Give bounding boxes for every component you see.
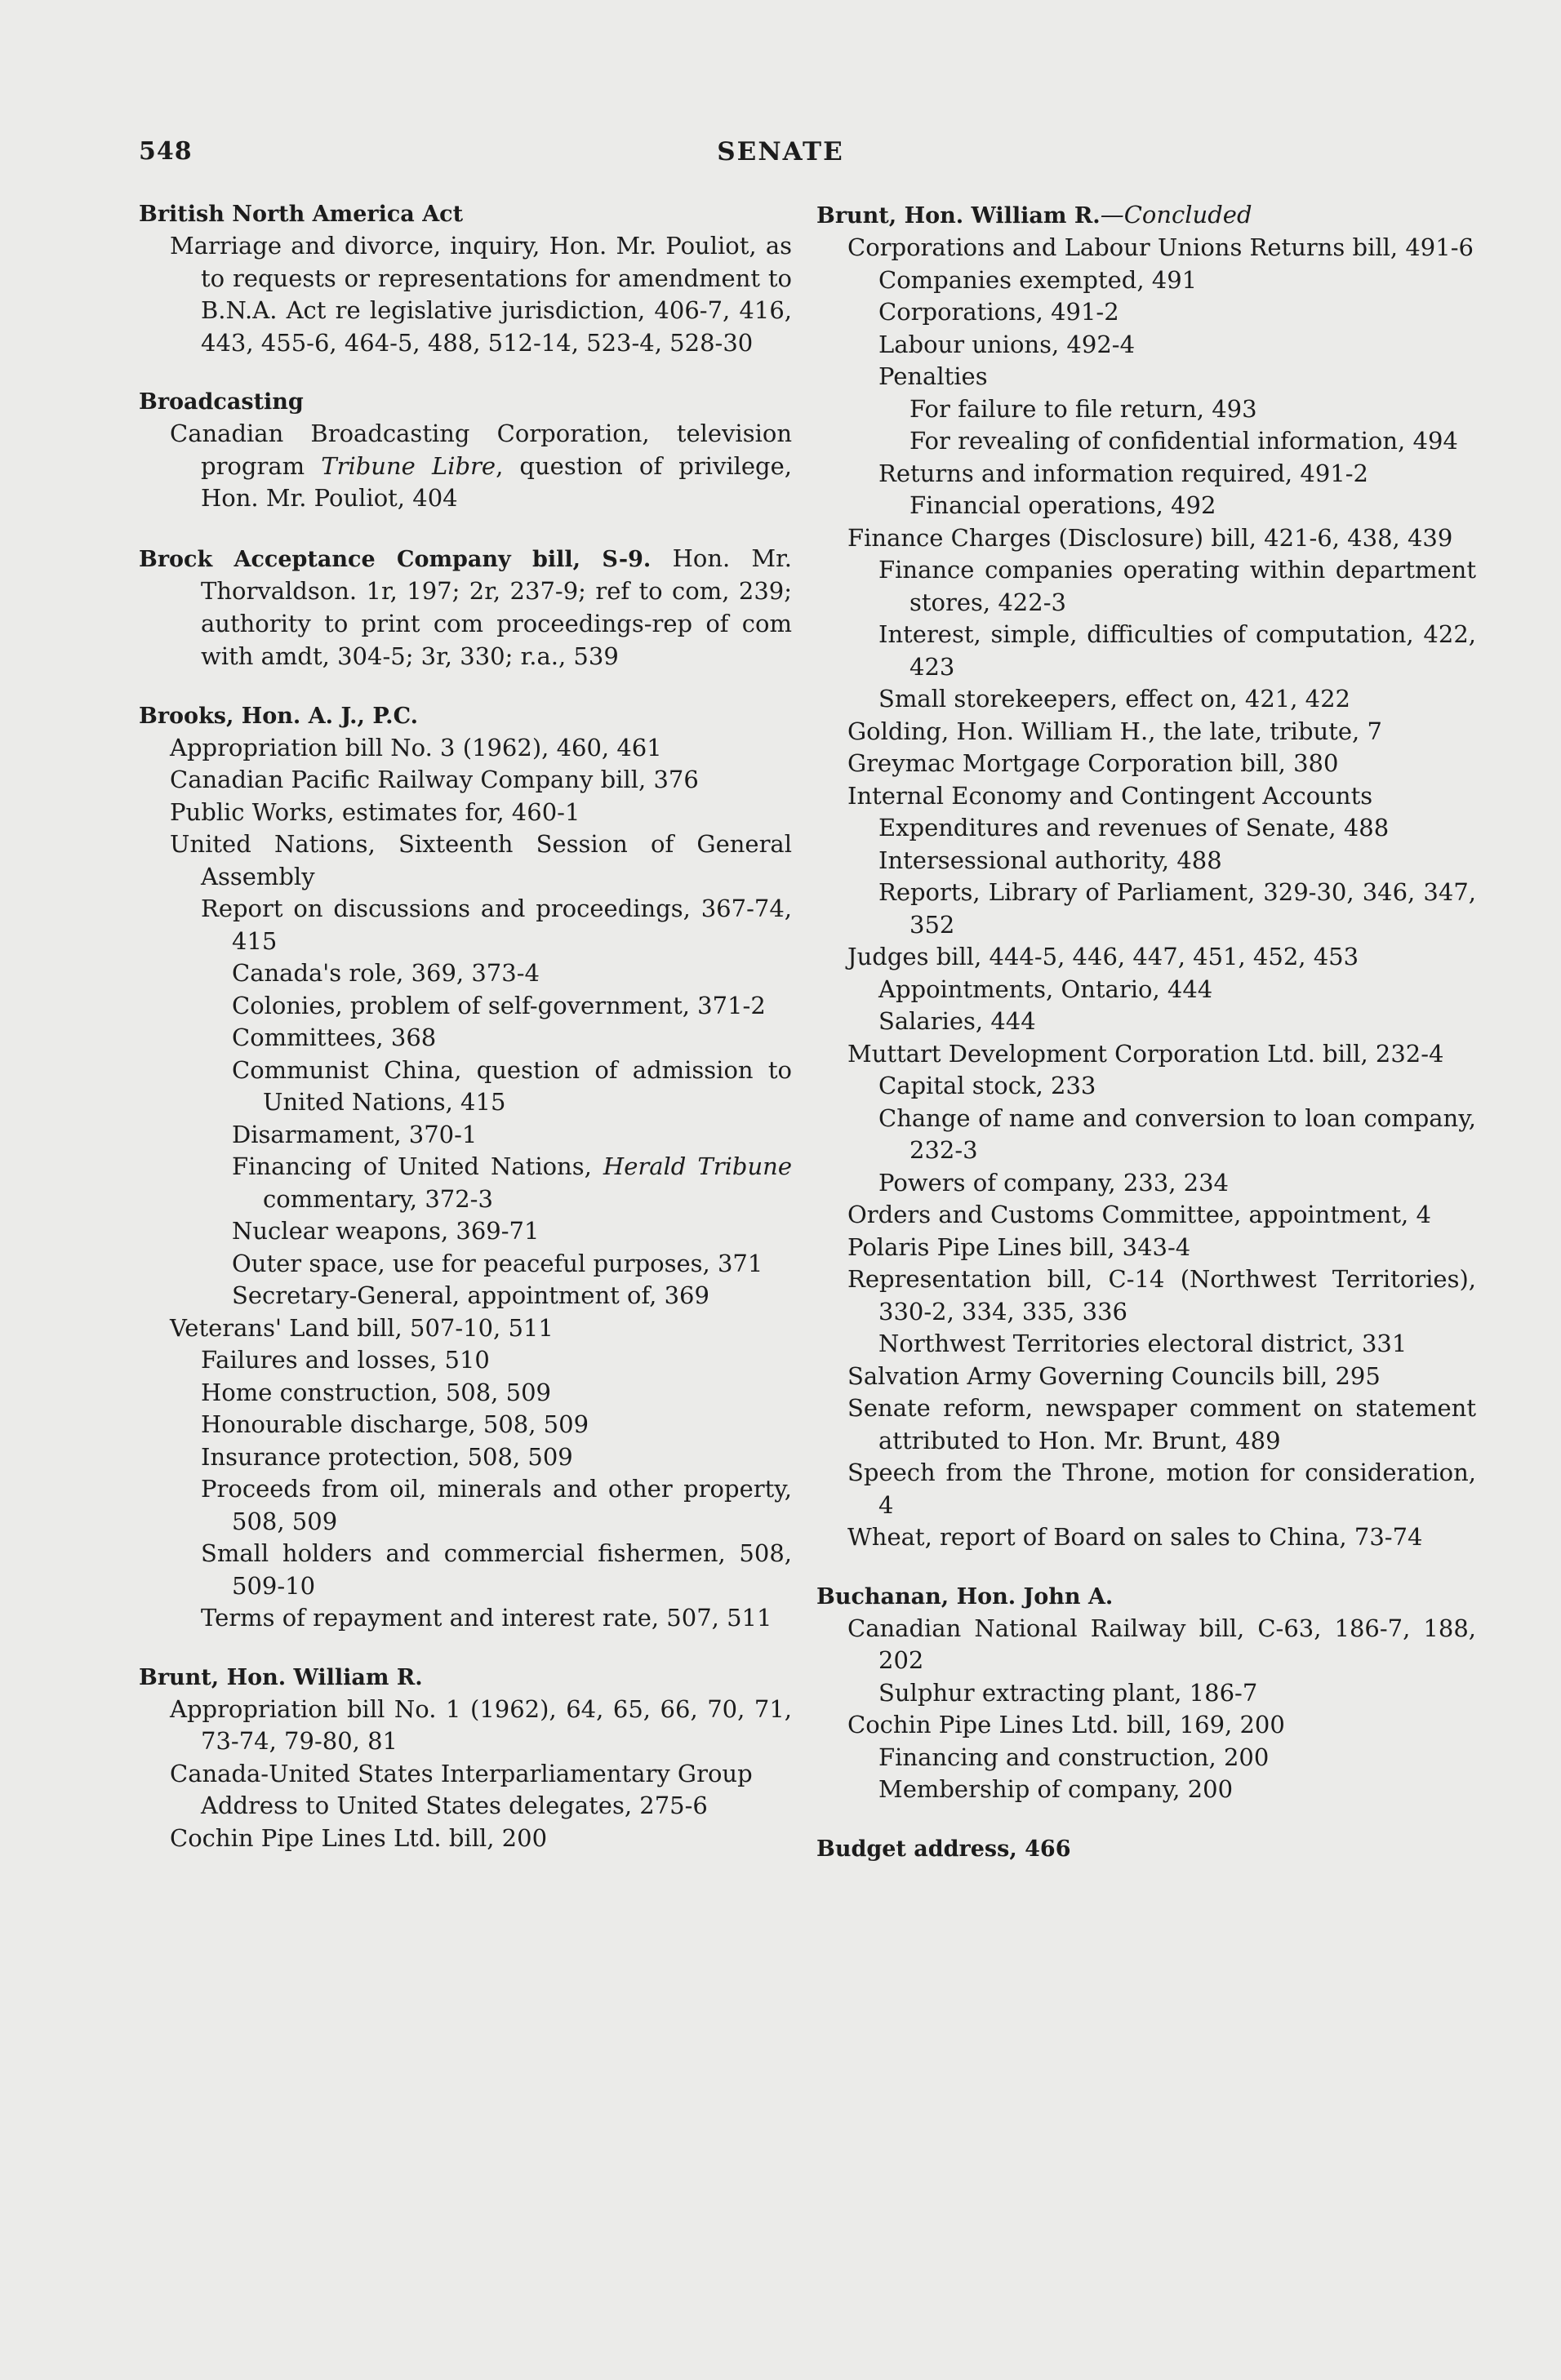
index-entry: [139, 543, 792, 673]
subentry-level-2: Intersessional authority, 488: [878, 846, 1222, 874]
subentry-level-1: Judges bill, 444-5, 446, 447, 451, 452, 453: [847, 943, 1359, 970]
index-entry: [816, 1834, 1476, 1865]
heading-text: Budget address, 466: [816, 1836, 1071, 1862]
subentry-level-1: Greymac Mortgage Corporation bill, 380: [847, 749, 1339, 777]
index-heading: [139, 1663, 792, 1694]
subentry-level-1: Canadian Broadcasting Corporation, television program Tribune Libre, question of privilege, Hon. Mr. Pouliot, 404: [170, 420, 792, 512]
subentry-level-2: Report on discussions and proceedings, 367-74, 415: [201, 895, 792, 955]
subentry-level-1: Internal Economy and Contingent Accounts: [847, 781, 1373, 810]
heading-text: Buchanan, Hon. John A.: [816, 1583, 1114, 1610]
subentry-level-2: Reports, Library of Parliament, 329-30, 346, 347, 352: [878, 878, 1476, 939]
subentry-level-1: Senate reform, newspaper comment on statement attributed to Hon. Mr. Brunt, 489: [847, 1394, 1476, 1454]
subentry-level-1: Salvation Army Governing Councils bill, 295: [847, 1361, 1381, 1390]
subentry-level-3: Outer space, use for peaceful purposes, 371: [232, 1249, 763, 1277]
subentry-level-3: Colonies, problem of self-government, 371-2: [232, 991, 766, 1019]
subentry-level-2: Appointments, Ontario, 444: [878, 975, 1213, 1003]
subentry-level-1: Appropriation bill No. 1 (1962), 64, 65, 66, 70, 71, 73-74, 79-80, 81: [170, 1694, 792, 1755]
subentry-level-1: Canadian National Railway bill, C-63, 186-7, 188, 202: [847, 1614, 1476, 1674]
heading-text: Brunt, Hon. William R.: [816, 203, 1101, 229]
subentry-level-1: Marriage and divorce, inquiry, Hon. Mr. Pouliot, as to requests or representations for amendment to B.N.A. Act re legislative jurisdiction, 406-7, 416, 443, 455-6, 464-5, 488, 512-14, 523-4, 528-30: [170, 232, 792, 357]
subentry-level-2: Penalties: [878, 362, 988, 390]
subentry-level-2: Change of name and conversion to loan company, 232-3: [878, 1103, 1476, 1164]
subentry-level-2: Returns and information required, 491-2: [878, 459, 1368, 487]
subentry-level-2: Labour unions, 492-4: [878, 330, 1136, 358]
subentry-level-1: Canada-United States Interparliamentary Group: [170, 1759, 753, 1787]
subentry-level-2: Honourable discharge, 508, 509: [201, 1410, 589, 1438]
subentry-level-2: Terms of repayment and interest rate, 507, 511: [201, 1604, 772, 1632]
subentry-level-3: Committees, 368: [232, 1023, 437, 1051]
running-head: SENATE: [717, 137, 844, 167]
index-entry: [139, 387, 792, 515]
subentry-level-2: Northwest Territories electoral district, 331: [878, 1330, 1408, 1357]
index-heading: [816, 1582, 1476, 1613]
subentry-level-2: Failures and losses, 510: [201, 1346, 490, 1374]
index-heading: [139, 199, 792, 230]
subentry-level-2: Address to United States delegates, 275-6: [201, 1792, 708, 1819]
page-number: 548: [139, 137, 193, 166]
index-entry: [816, 1582, 1476, 1806]
index-heading: [816, 1834, 1476, 1865]
subentry-level-2: Sulphur extracting plant, 186-7: [878, 1678, 1258, 1707]
index-heading: [139, 387, 792, 418]
subentry-level-1: Wheat, report of Board on sales to China, 73-74: [847, 1523, 1423, 1551]
subentry-level-2: Salaries, 444: [878, 1007, 1036, 1035]
subentry-level-2: Insurance protection, 508, 509: [201, 1442, 573, 1471]
subentry-level-1: Appropriation bill No. 3 (1962), 460, 461: [170, 733, 662, 762]
heading-text: Brock Acceptance Company bill, S-9.: [139, 546, 652, 572]
subentry-level-2: Small storekeepers, effect on, 421, 422: [878, 685, 1351, 713]
subentry-level-2: Proceeds from oil, minerals and other property, 508, 509: [201, 1475, 792, 1535]
subentry-level-2: Powers of company, 233, 234: [878, 1168, 1229, 1197]
subentry-level-2: Small holders and commercial fishermen, 508, 509-10: [201, 1539, 792, 1600]
subentry-level-1: Public Works, estimates for, 460-1: [170, 797, 580, 826]
heading-text: Broadcasting: [139, 389, 304, 415]
subentry-level-2: Membership of company, 200: [878, 1775, 1234, 1803]
subentry-level-1: Cochin Pipe Lines Ltd. bill, 200: [170, 1823, 548, 1852]
subentry-level-2: Companies exempted, 491: [878, 265, 1198, 294]
subentry-level-3: Secretary-General, appointment of, 369: [232, 1281, 709, 1309]
left-column: [139, 199, 792, 1854]
subentry-level-1: Cochin Pipe Lines Ltd. bill, 169, 200: [847, 1711, 1285, 1738]
subentry-level-3: Financing of United Nations, Herald Tribune commentary, 372-3: [232, 1152, 792, 1213]
index-heading: [816, 199, 1476, 232]
heading-text: Brunt, Hon. William R.: [139, 1664, 423, 1690]
index-entry: [816, 199, 1476, 1554]
subentry-level-1: Finance Charges (Disclosure) bill, 421-6, 438, 439: [847, 523, 1453, 552]
subentry-level-2: Corporations, 491-2: [878, 298, 1119, 326]
subentry-level-3: Nuclear weapons, 369-71: [232, 1217, 540, 1245]
index-entry: [139, 701, 792, 1635]
right-column: [816, 199, 1476, 1865]
subentry-level-2: Finance companies operating within department stores, 422-3: [878, 556, 1476, 616]
subentry-level-2: Financing and construction, 200: [878, 1743, 1270, 1771]
subentry-level-1: United Nations, Sixteenth Session of General Assembly: [170, 830, 792, 890]
subentry-level-1: Orders and Customs Committee, appointment, 4: [847, 1201, 1431, 1228]
subentry-level-3: For revealing of confidential information, 494: [909, 427, 1458, 455]
subentry-level-1: Corporations and Labour Unions Returns bill, 491-6: [847, 233, 1474, 261]
subentry-level-1: Muttart Development Corporation Ltd. bill, 232-4: [847, 1039, 1444, 1068]
subentry-level-2: Capital stock, 233: [878, 1072, 1096, 1099]
work-title: Herald Tribune: [603, 1152, 792, 1180]
subentry-level-1: Canadian Pacific Railway Company bill, 376: [170, 766, 699, 793]
subentry-level-1: Golding, Hon. William H., the late, tribute, 7: [847, 717, 1382, 745]
subentry-level-1: Veterans' Land bill, 507-10, 511: [170, 1313, 554, 1342]
work-title: Tribune Libre: [321, 451, 496, 480]
subentry-level-3: Canada's role, 369, 373-4: [232, 959, 540, 987]
index-heading: [139, 701, 792, 732]
subentry-level-2: Expenditures and revenues of Senate, 488: [878, 814, 1390, 841]
index-entry: [139, 199, 792, 359]
subentry-level-1: Representation bill, C-14 (Northwest Territories), 330-2, 334, 335, 336: [847, 1265, 1476, 1325]
index-heading: [139, 543, 792, 673]
heading-reference-text: Hon. Mr. Thorvaldson. 1r, 197; 2r, 237-9; ref to com, 239; authority to print com proceedings-rep of com with amdt, 304-5; 3r, 330; r.a., 539: [201, 544, 793, 670]
subentry-level-1: Speech from the Throne, motion for consideration, 4: [847, 1459, 1476, 1519]
subentry-level-1: Polaris Pipe Lines bill, 343-4: [847, 1232, 1191, 1261]
subentry-level-3: Financial operations, 492: [909, 491, 1216, 519]
index-entry: [139, 1663, 792, 1855]
subentry-level-2: Home construction, 508, 509: [201, 1378, 551, 1406]
subentry-level-3: Communist China, question of admission to United Nations, 415: [232, 1055, 792, 1116]
subentry-level-3: Disarmament, 370-1: [232, 1120, 478, 1148]
subentry-level-3: For failure to file return, 493: [909, 394, 1257, 423]
heading-text: British North America Act: [139, 202, 464, 227]
subentry-level-2: Interest, simple, difficulties of computation, 422, 423: [878, 620, 1476, 681]
heading-continued-label: —Concluded: [1100, 201, 1252, 229]
heading-text: Brooks, Hon. A. J., P.C.: [139, 703, 418, 729]
